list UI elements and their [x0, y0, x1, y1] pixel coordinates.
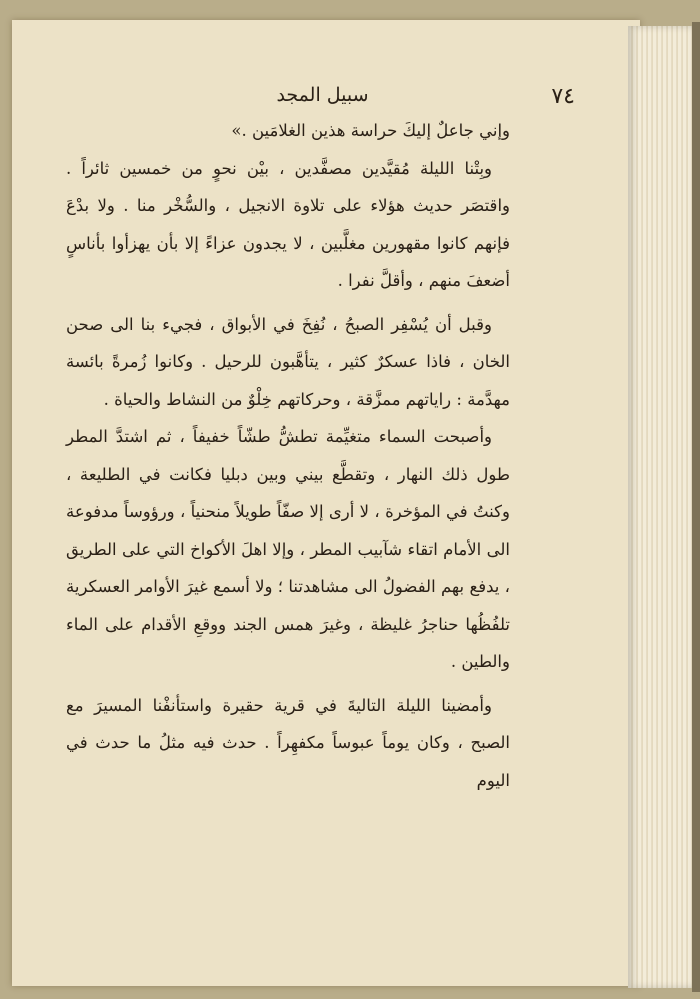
- page-number: ٧٤: [551, 84, 575, 109]
- paragraph-2: وبِتْنا الليلة مُقيَّدين مصفَّدين ، بيْن نحوٍ من خمسين ثائراً . واقتصَر حديث هؤلاء على تلاوة الانجيل ، والسُّخْر منا . ولا بدْعَ فإنهم كانوا مقهورين مغلَّبين ، لا يجدون عزاءً إلا بأن يهزأوا بأناسٍ أضعفَ منهم ، وأقلَّ نفرا .: [66, 158, 510, 290]
- book-spine-edge: [692, 22, 700, 992]
- paragraph-4: وأصبحت السماء متغيِّمة تطشُّ طشّاً خفيفاً ، ثم اشتدَّ المطر طول ذلك النهار ، وتقطَّع بيني وبين دبليا فكانت في الطليعة ، وكنتُ في المؤخرة ، لا أرى إلا صفّاً طويلاً منحنياً ، ورؤوساً مدفوعة الى الأمام اتقاء شآبيب المطر ، وإلا اهلَ الأكواخ التي على الطريق ، يدفع بهم الفضولُ الى مشاهدتنا ؛ ولا أسمع غيرَ الأوامر العسكرية تلفُظُها حناجرُ غليظة ، وغيرَ همس الجند ووقعِ الأقدام على الماء والطين .: [66, 427, 510, 671]
- paragraph-5: وأمضينا الليلة التاليةَ في قرية حقيرة واستأنفْنا المسيرَ مع الصبح ، وكان يوماً عبوساً مكفهِراً . حدث فيه مثلُ ما حدث في اليوم: [66, 695, 510, 790]
- paragraph-3: وقبل أن يُسْفِر الصبحُ ، نُفِخَ في الأبواق ، فجيء بنا الى صحن الخان ، فاذا عسكرٌ كثير ، يتأهَّبون للرحيل . وكانوا زُمرةً بائسة مهدَّمة : راياتهم ممزَّقة ، وحركاتهم خِلْوٌ من النشاط والحياة .: [66, 314, 510, 409]
- body-text: [66, 112, 510, 799]
- page-header: [70, 84, 575, 114]
- page-stack-edge: [628, 26, 692, 988]
- running-title: سبيل المجد: [276, 84, 369, 106]
- paragraph-1: وإني جاعلٌ إليكَ حراسة هذين الغلامَين .»: [231, 121, 510, 140]
